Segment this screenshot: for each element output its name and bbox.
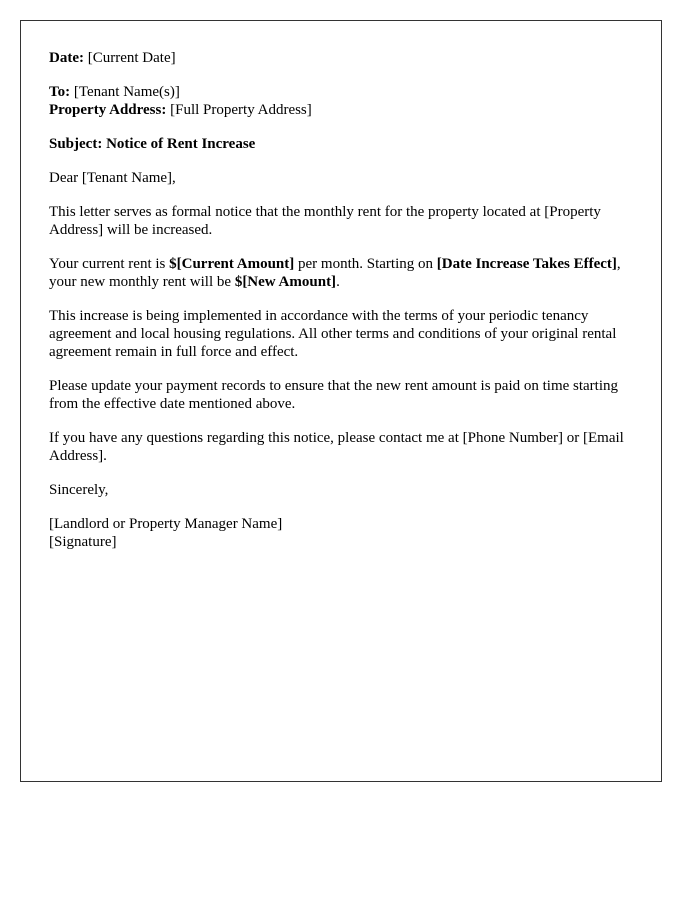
closing: Sincerely, [49,482,109,498]
paragraph-amounts: Your current rent is $[Current Amount] per month. Starting on [Date Increase Takes Effect], your new monthly rent will be $[New Amount]. [49,256,621,290]
subject-line: Subject: Notice of Rent Increase [49,136,256,152]
recipient-block: To: [Tenant Name(s)] Property Address: [Full Property Address] [49,84,312,118]
paragraph-contact: If you have any questions regarding this notice, please contact me at [Phone Number] or [Email Address]. [49,430,624,464]
sender-block: [Landlord or Property Manager Name] [Signature] [49,516,283,550]
date-line: Date: [Current Date] [49,50,176,66]
paragraph-notice: This letter serves as formal notice that the monthly rent for the property located at [Property Address] will be increased. [49,204,601,238]
paragraph-payment: Please update your payment records to ensure that the new rent amount is paid on time starting from the effective date mentioned above. [49,378,619,412]
salutation: Dear [Tenant Name], [49,170,176,186]
letter [20,20,662,782]
paragraph-terms: This increase is being implemented in accordance with the terms of your periodic tenancy agreement and local housing regulations. All other terms and conditions of your original rental agreement remain in full force and effect. [49,308,617,360]
